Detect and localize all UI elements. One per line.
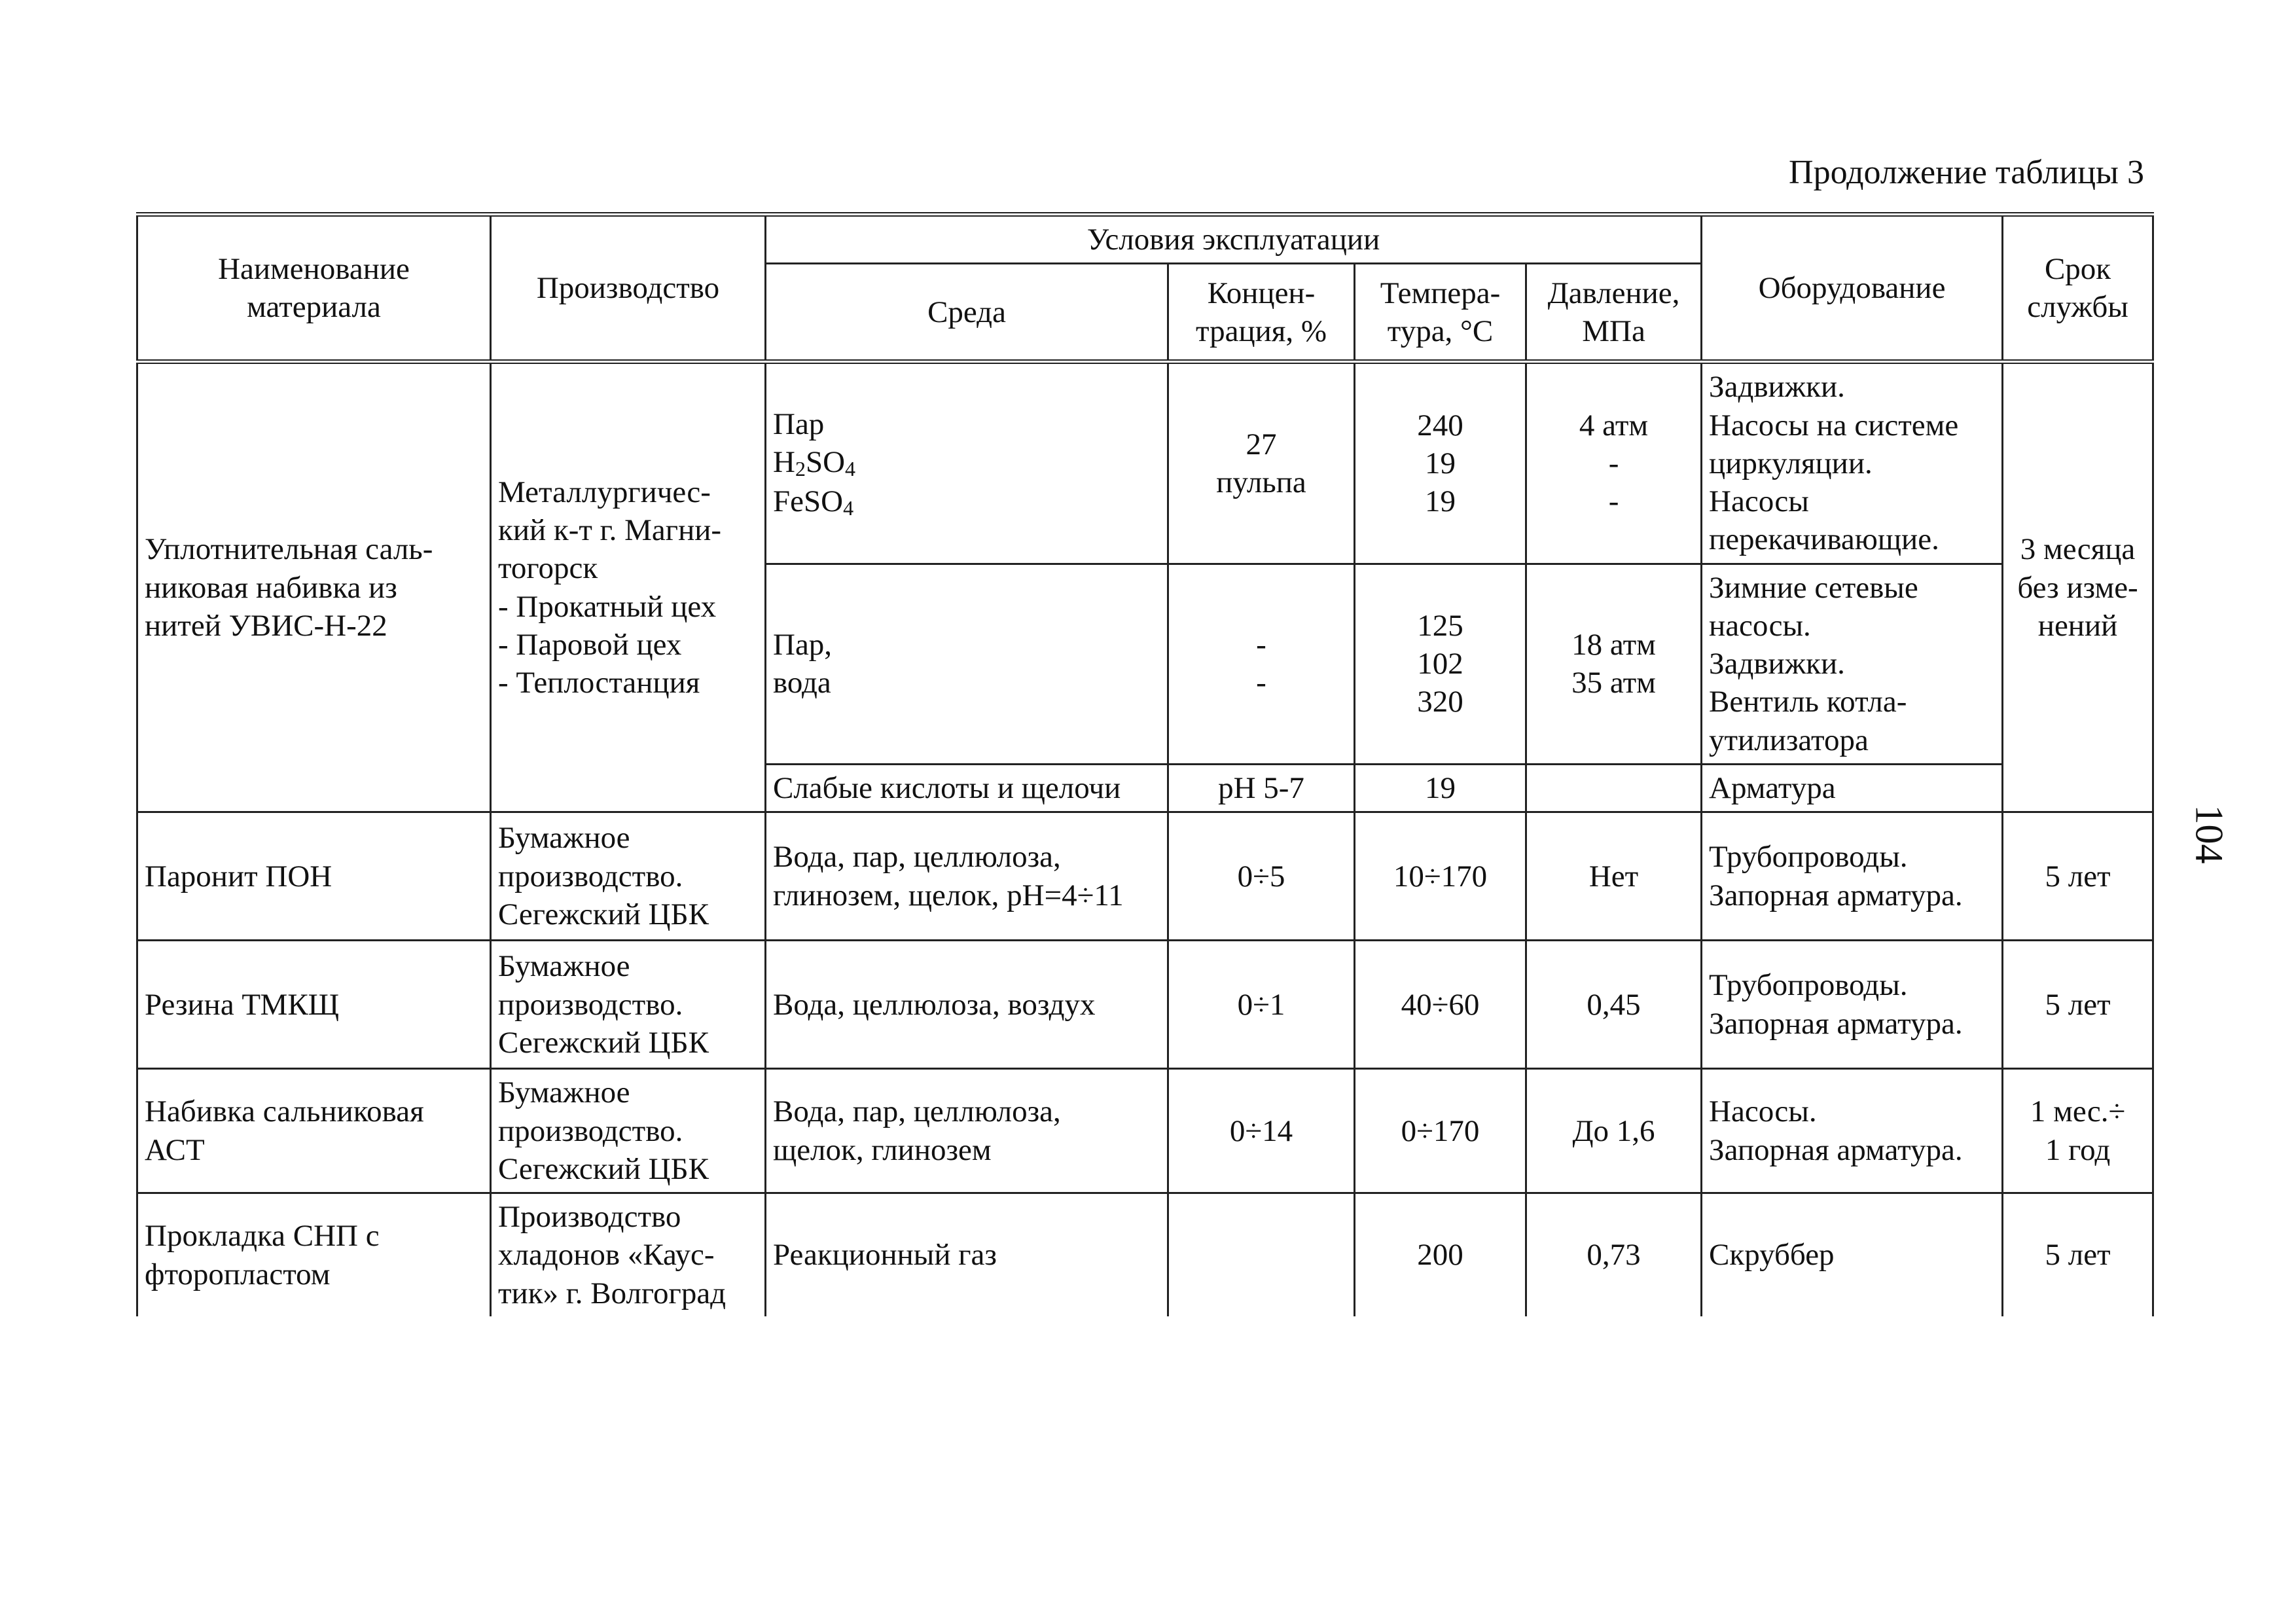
production-cell: Бумажное производство. Сегежский ЦБК — [491, 1069, 766, 1193]
pressure-cell: 4 атм - - — [1526, 362, 1702, 564]
header-material-name: Наименование материала — [137, 215, 491, 362]
material-name-cell: Паронит ПОН — [137, 812, 491, 941]
temperature-cell: 19 — [1355, 764, 1526, 812]
temperature-cell: 125 102 320 — [1355, 564, 1526, 764]
pressure-cell: До 1,6 — [1526, 1069, 1702, 1193]
medium-cell: Слабые кислоты и щелочи — [766, 764, 1168, 812]
equipment-cell: Задвижки. Насосы на системе циркуляции. Насосы перекачивающие. — [1702, 362, 2003, 564]
temperature-cell: 40÷60 — [1355, 941, 1526, 1069]
table-caption: Продолжение таблицы 3 — [1789, 154, 2144, 191]
concentration-cell — [1168, 1193, 1355, 1316]
material-name-cell: Уплотнительная саль- никовая набивка из нитей УВИС-Н-22 — [137, 362, 491, 812]
concentration-cell: 27 пульпа — [1168, 362, 1355, 564]
lifetime-cell: 3 месяца без изме- нений — [2003, 362, 2153, 812]
medium-cell: Пар H2SO4 FeSO4 — [766, 362, 1168, 564]
equipment-cell: Арматура — [1702, 764, 2003, 812]
pressure-cell: 18 атм 35 атм — [1526, 564, 1702, 764]
header-lifetime: Срок службы — [2003, 215, 2153, 362]
equipment-cell: Трубопроводы. Запорная арматура. — [1702, 941, 2003, 1069]
medium-cell: Вода, пар, целлюлоза, глинозем, щелок, pH=4÷11 — [766, 812, 1168, 941]
material-name-cell: Резина ТМКЩ — [137, 941, 491, 1069]
production-cell: Бумажное производство. Сегежский ЦБК — [491, 812, 766, 941]
concentration-cell: 0÷14 — [1168, 1069, 1355, 1193]
table-row — [137, 362, 2153, 564]
concentration-cell: pH 5-7 — [1168, 764, 1355, 812]
equipment-cell: Скруббер — [1702, 1193, 2003, 1316]
materials-table — [136, 212, 2154, 1316]
table-row — [137, 941, 2153, 1069]
table-row — [137, 1069, 2153, 1193]
header-conditions: Условия эксплуатации — [766, 215, 1702, 264]
medium-cell: Вода, целлюлоза, воздух — [766, 941, 1168, 1069]
production-cell: Производство хладонов «Каус- тик» г. Волгоград — [491, 1193, 766, 1316]
concentration-cell: 0÷5 — [1168, 812, 1355, 941]
header-production: Производство — [491, 215, 766, 362]
pressure-cell: Нет — [1526, 812, 1702, 941]
pressure-cell — [1526, 764, 1702, 812]
table-row — [137, 812, 2153, 941]
medium-cell: Пар, вода — [766, 564, 1168, 764]
header-temperature: Темпера- тура, °С — [1355, 264, 1526, 362]
production-cell: Бумажное производство. Сегежский ЦБК — [491, 941, 766, 1069]
equipment-cell: Зимние сетевые насосы. Задвижки. Вентиль котла- утилизатора — [1702, 564, 2003, 764]
material-name-cell: Прокладка СНП с фторопластом — [137, 1193, 491, 1316]
temperature-cell: 240 19 19 — [1355, 362, 1526, 564]
material-name-cell: Набивка сальниковая АСТ — [137, 1069, 491, 1193]
pressure-cell: 0,73 — [1526, 1193, 1702, 1316]
production-cell: Металлургичес- кий к-т г. Магни- тогорск - Прокатный цех - Паровой цех - Теплостанция — [491, 362, 766, 812]
equipment-cell: Трубопроводы. Запорная арматура. — [1702, 812, 2003, 941]
lifetime-cell: 5 лет — [2003, 941, 2153, 1069]
header-concentration: Концен- трация, % — [1168, 264, 1355, 362]
page-number: 104 — [2187, 804, 2231, 864]
temperature-cell: 200 — [1355, 1193, 1526, 1316]
equipment-cell: Насосы. Запорная арматура. — [1702, 1069, 2003, 1193]
header-medium: Среда — [766, 264, 1168, 362]
header-equipment: Оборудование — [1702, 215, 2003, 362]
concentration-cell: 0÷1 — [1168, 941, 1355, 1069]
pressure-cell: 0,45 — [1526, 941, 1702, 1069]
temperature-cell: 10÷170 — [1355, 812, 1526, 941]
medium-cell: Реакционный газ — [766, 1193, 1168, 1316]
table-row — [137, 1193, 2153, 1316]
lifetime-cell: 5 лет — [2003, 1193, 2153, 1316]
lifetime-cell: 5 лет — [2003, 812, 2153, 941]
lifetime-cell: 1 мес.÷ 1 год — [2003, 1069, 2153, 1193]
concentration-cell: - - — [1168, 564, 1355, 764]
header-pressure: Давление, МПа — [1526, 264, 1702, 362]
temperature-cell: 0÷170 — [1355, 1069, 1526, 1193]
medium-cell: Вода, пар, целлюлоза, щелок, глинозем — [766, 1069, 1168, 1193]
